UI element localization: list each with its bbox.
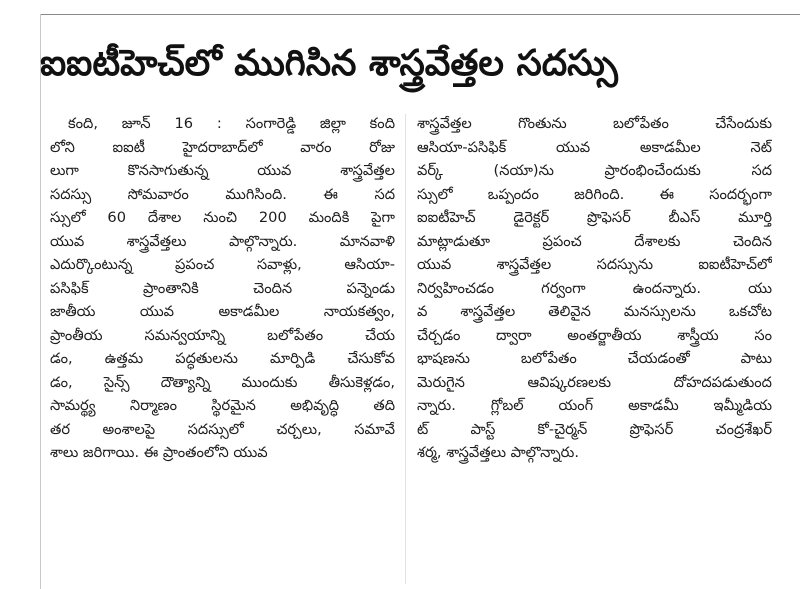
article-text-line: శర్మ, శాస్త్రవేత్తలు పాల్గొన్నారు. — [417, 444, 579, 461]
clipping-top-rule — [40, 14, 800, 15]
article-text-line: తర అంశాలపై సదస్సులో చర్చలు, సమావే — [50, 420, 395, 438]
article-text-line: స్సులో ఒప్పందం జరిగింది. ఈ సందర్భంగా — [417, 185, 772, 203]
article-text-line: వ శాస్త్రవేత్తల తెలివైన మనస్సులను ఒకచోట — [417, 303, 772, 320]
article-text-line: వర్క్ (నయా)ను ప్రారంభించేందుకు సద — [417, 162, 772, 179]
article-text-line: సామర్థ్య నిర్మాణం స్థిరమైన అభివృద్ధి తది — [50, 397, 395, 414]
article-text-line: ఆసియా-పసిఫిక్ యువ అకాడమీల నెట్ — [417, 138, 772, 156]
article-column-left — [50, 112, 395, 465]
article-text-line: లోని ఐఐటీ హైదరాబాద్‌లో వారం రోజు — [50, 138, 395, 156]
article-text-line: శాస్త్రవేత్తల గొంతును బలోపేతం చేసేందుకు — [417, 115, 772, 132]
article-text-line: లుగా కొనసాగుతున్న యువ శాస్త్రవేత్తల — [50, 162, 395, 179]
article-text-line: మాట్లాడుతూ ప్రపంచ దేశాలకు చెందిన — [417, 232, 772, 250]
article-text-line: యువ శాస్త్రవేత్తలు పాల్గొన్నారు. మానవాళి — [50, 232, 395, 250]
article-text-line: డం, ఉత్తమ పద్ధతులను మార్పిడి చేసుకోవ — [50, 350, 395, 367]
article-text-line: భాషణను బలోపేతం చేయడంతో పాటు — [417, 350, 772, 367]
article-text-line: ఎదుర్కొంటున్న ప్రపంచ సవాళ్లు, ఆసియా- — [50, 256, 395, 273]
article-text-line: డం, సైన్స్ దౌత్యాన్ని ముందుకు తీసుకెళ్లడం, — [50, 373, 395, 391]
article-text-line: స్సులో 60 దేశాల నుంచి 200 మందికి పైగా — [50, 209, 395, 226]
article-headline: ఐఐటీహెచ్‌లో ముగిసిన శాస్త్రవేత్తల సదస్సు — [40, 43, 618, 84]
article-text-line: మెరుగైన ఆవిష్కరణలకు దోహదపడుతుంద — [417, 373, 772, 391]
article-text-line: న్నారు. గ్లోబల్ యంగ్ అకాడమీ ఇమ్మీడియ — [417, 397, 772, 414]
article-text-line: జాతీయ యువ అకాడమీల నాయకత్వం, — [50, 303, 395, 320]
article-text-line: ట్ పాస్ట్ కో-చైర్మన్ ప్రొఫెసర్ చంద్రశేఖర్ — [417, 420, 772, 438]
article-text-line: శాలు జరిగాయి. ఈ ప్రాంతంలోని యువ — [50, 444, 268, 461]
article-text-line: చేర్చడం ద్వారా అంతర్జాతీయ శాస్త్రీయ సం — [417, 326, 772, 344]
article-text-line: సదస్సు సోమవారం ముగిసింది. ఈ సద — [50, 185, 395, 203]
article-text-line: కంది, జూన్ 16 : సంగారెడ్డి జిల్లా కంది — [68, 115, 395, 132]
article-text-line: ప్రాంతీయ సమన్వయాన్ని బలోపేతం చేయ — [50, 326, 395, 344]
article-column-right — [417, 112, 772, 465]
article-text-line: నిర్వహించడం గర్వంగా ఉందన్నారు. యు — [417, 279, 772, 297]
column-divider — [405, 114, 406, 584]
article-text-line: యువ శాస్త్రవేత్తల సదస్సును ఐఐటీహెచ్‌లో — [417, 256, 772, 273]
article-text-line: ఐఐటీహెచ్ డైరెక్టర్ ప్రొఫెసర్ బీఎస్ మూర్తి — [417, 209, 772, 226]
article-text-line: పసిఫిక్ ప్రాంతానికి చెందిన పన్నెండు — [50, 279, 395, 297]
